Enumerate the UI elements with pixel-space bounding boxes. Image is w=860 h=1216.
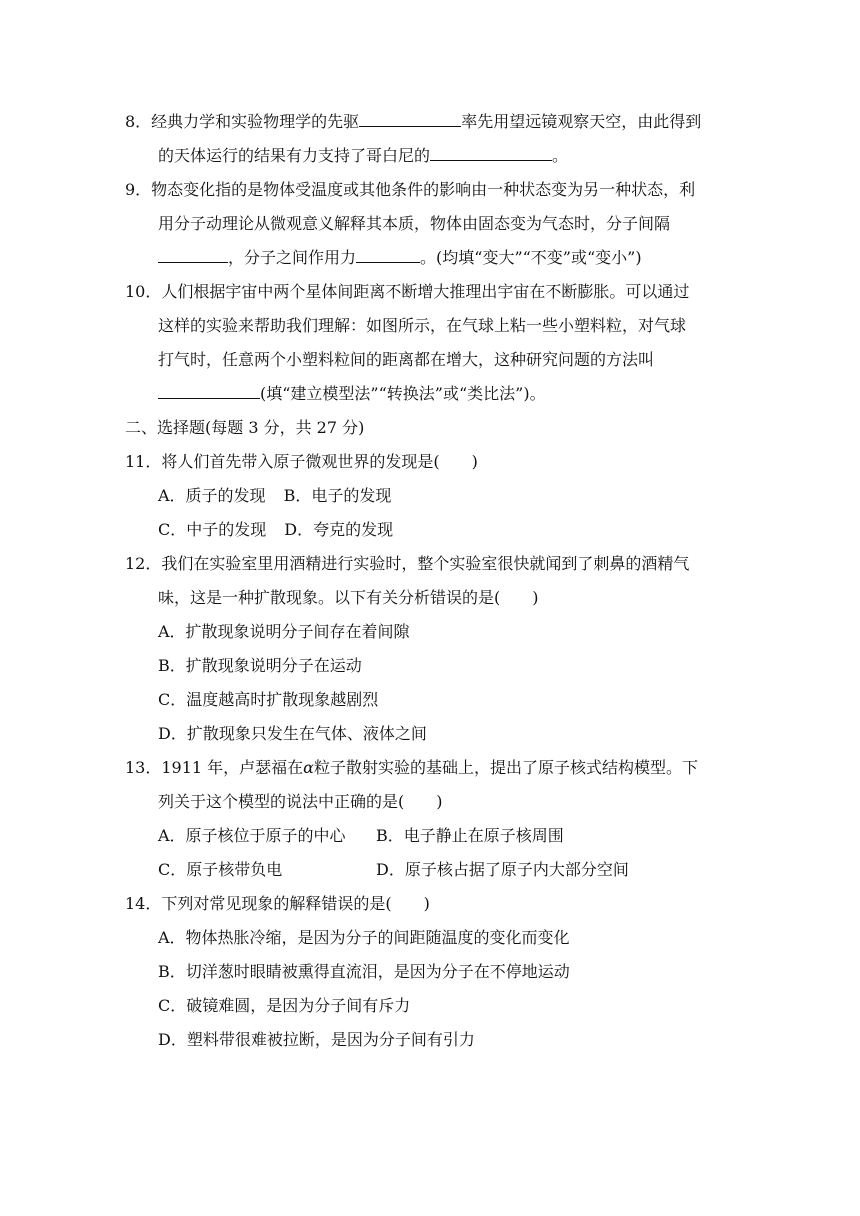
q12-line-1: 12．我们在实验室里用酒精进行实验时，整个实验室很快就闻到了刺鼻的酒精气 — [125, 554, 690, 573]
q12-option-d[interactable]: D．扩散现象只发生在气体、液体之间 — [158, 724, 427, 743]
q12-option-c[interactable]: C．温度越高时扩散现象越剧烈 — [158, 690, 379, 709]
q10-line-2: 这样的实验来帮助我们理解：如图所示，在气球上粘一些小塑料粒，对气球 — [158, 316, 687, 335]
q10-line-4 — [158, 382, 546, 406]
q10-line-1: 10．人们根据宇宙中两个星体间距离不断增大推理出宇宙在不断膨胀。可以通过 — [125, 282, 690, 301]
q13-option-d[interactable]: D．原子核占据了原子内大部分空间 — [376, 860, 629, 879]
q9-text-3a: ，分子之间作用力 — [228, 248, 357, 267]
q9-answer-blank-1[interactable] — [158, 246, 228, 263]
q8-text: 8．经典力学和实验物理学的先驱 — [125, 112, 360, 131]
q9-text-3b: 。(均填“变大”“不变”或“变小”) — [420, 248, 642, 267]
q11-options-row-2 — [158, 518, 393, 542]
q8-text-cont: 率先用望远镜观察天空，由此得到 — [461, 112, 702, 131]
q11-option-a[interactable]: A．质子的发现 — [158, 486, 266, 505]
q9-line-2: 用分子动理论从微观意义解释其本质，物体由固态变为气态时，分子间隔 — [158, 214, 671, 233]
q12-option-a[interactable]: A．扩散现象说明分子间存在着间隙 — [158, 622, 410, 641]
q10-line-3: 打气时，任意两个小塑料粒间的距离都在增大，这种研究问题的方法叫 — [158, 350, 655, 369]
q11-stem: 11．将人们首先带入原子微观世界的发现是( ) — [125, 452, 478, 471]
q11-option-c[interactable]: C．中子的发现 — [158, 520, 267, 539]
q10-answer-blank[interactable] — [158, 382, 260, 399]
section-heading-choice: 二、选择题(每题 3 分，共 27 分) — [125, 418, 365, 437]
q11-options-row-1 — [158, 484, 391, 508]
q14-option-d[interactable]: D．塑料带很难被拉断，是因为分子间有引力 — [158, 1030, 475, 1049]
q9-line-1: 9．物态变化指的是物体受温度或其他条件的影响由一种状态变为另一种状态，利 — [125, 180, 696, 199]
q13-option-b[interactable]: B．电子静止在原子核周围 — [376, 826, 564, 845]
q13-option-c[interactable]: C．原子核带负电 — [158, 860, 283, 879]
q8-line-2 — [158, 144, 568, 168]
q14-option-a[interactable]: A．物体热胀冷缩，是因为分子的间距随温度的变化而变化 — [158, 928, 570, 947]
q12-line-2: 味，这是一种扩散现象。以下有关分析错误的是( ) — [158, 588, 539, 607]
q13-line-1 — [125, 756, 698, 780]
q8-line-1 — [125, 110, 701, 134]
q9-line-3 — [158, 246, 642, 270]
q8-text-2: 的天体运行的结果有力支持了哥白尼的 — [158, 146, 431, 165]
q11-option-b[interactable]: B．电子的发现 — [283, 486, 392, 505]
q11-option-d[interactable]: D．夸克的发现 — [284, 520, 394, 539]
q13-line-2: 列关于这个模型的说法中正确的是( ) — [158, 792, 443, 811]
q13-option-a[interactable]: A．原子核位于原子的中心 — [158, 826, 346, 845]
alpha-symbol: α — [303, 758, 314, 777]
q13-text-1b: 粒子散射实验的基础上，提出了原子核式结构模型。下 — [313, 758, 698, 777]
q13-text-1a: 13．1911 年，卢瑟福在 — [125, 758, 304, 777]
q8-answer-blank-1[interactable] — [359, 110, 461, 127]
q12-option-b[interactable]: B．扩散现象说明分子在运动 — [158, 656, 362, 675]
q9-answer-blank-2[interactable] — [356, 246, 420, 263]
q14-stem: 14．下列对常见现象的解释错误的是( ) — [125, 894, 430, 913]
q8-answer-blank-2[interactable] — [430, 144, 552, 161]
q10-text-4: (填“建立模型法”“转换法”或“类比法”)。 — [260, 384, 546, 403]
q14-option-b[interactable]: B．切洋葱时眼睛被熏得直流泪，是因为分子在不停地运动 — [158, 962, 570, 981]
q14-option-c[interactable]: C．破镜难圆，是因为分子间有斥力 — [158, 996, 411, 1015]
q8-text-end: 。 — [552, 146, 569, 165]
